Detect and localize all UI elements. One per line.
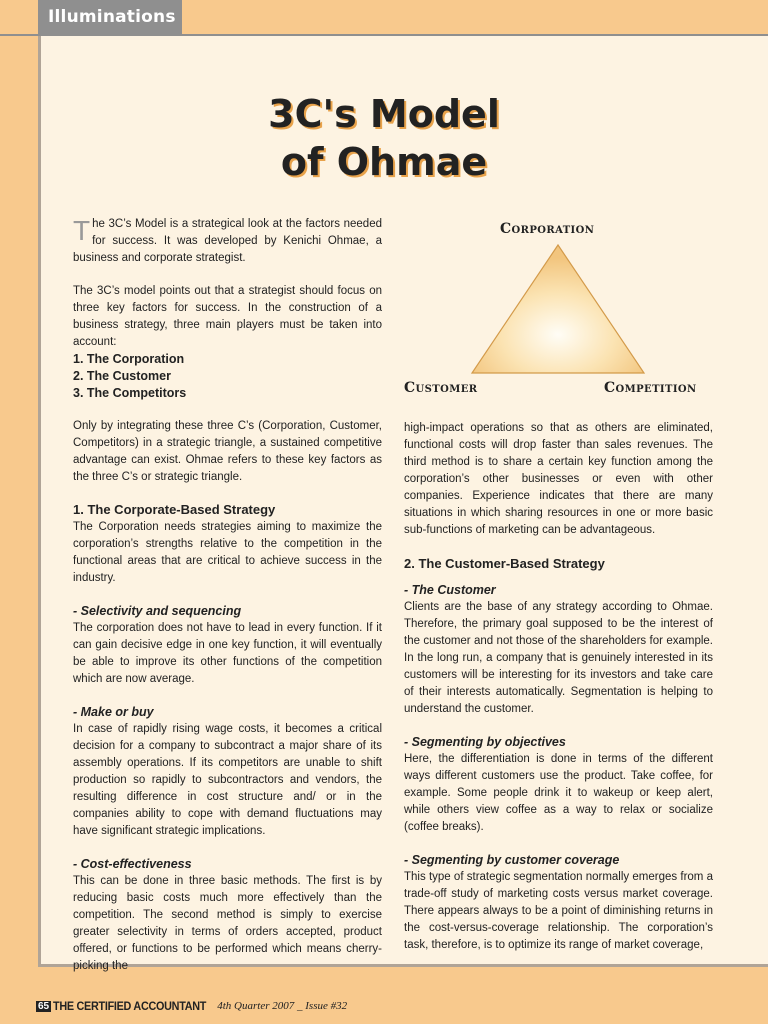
title-line-1: 3C's Model bbox=[268, 92, 500, 136]
triangle-shape bbox=[472, 245, 644, 373]
vertex-label-customer: Customer bbox=[404, 380, 478, 396]
drop-cap: T bbox=[73, 215, 91, 246]
heading-cost-effectiveness: - Cost-effectiveness bbox=[73, 857, 192, 871]
heading-customer-strategy: 2. The Customer-Based Strategy bbox=[404, 556, 605, 571]
heading-the-customer: - The Customer bbox=[404, 583, 496, 597]
page-number: 65 bbox=[38, 1000, 50, 1012]
right-column bbox=[404, 420, 713, 954]
paragraph-make-or-buy: In case of rapidly rising wage costs, it becomes a critical decision for a company to subcontract a major share of its assembly operations. If its competitors are unable to shift production so rapidly to subcontractors and vendors, the resulting difference in cost structure and/ or in the companies ability to cope with demand fluctuations may have significant strategic implications. bbox=[73, 723, 382, 837]
strategic-triangle bbox=[400, 215, 720, 405]
section-label: Illuminations bbox=[48, 7, 176, 27]
paragraph-the-customer: Clients are the base of any strategy according to Ohmae. Therefore, the primary goal supposed to be the interest of the customer and not those of the shareholders for example. In the long run, a company that is genuinely interested in its customers will be interesting for its investors and take care of their interests automatically. Segmentation is helping to understand the customer. bbox=[404, 601, 713, 715]
paragraph-cost-effectiveness: This can be done in three basic methods. The first is by reducing basic costs much more effectively than the competition. The second method is simply to exercise greater selectivity in terms of orders accepted, product offered, or functions to be performed which means cherry-picking the bbox=[73, 875, 382, 972]
heading-make-or-buy: - Make or buy bbox=[73, 705, 154, 719]
intro-text: he 3C’s Model is a strategical look at the factors needed for success. It was developed by Kenichi Ohmae, a business and corporate strategist. bbox=[73, 218, 382, 264]
heading-segmenting-coverage: - Segmenting by customer coverage bbox=[404, 853, 620, 867]
three-c-list bbox=[73, 351, 382, 402]
magazine-name: THE CERTIFIED ACCOUNTANT bbox=[53, 999, 207, 1013]
title-line-2: of Ohmae bbox=[280, 140, 488, 184]
list-item: 3. The Competitors bbox=[73, 386, 187, 400]
paragraph-triangle: Only by integrating these three C’s (Corporation, Customer, Competitors) in a strategic triangle, a sustained competitive advantage can exist. Ohmae refers to these key factors as the three C’s or strategic triangle. bbox=[73, 420, 382, 483]
left-column bbox=[73, 216, 382, 975]
list-item: 1. The Corporation bbox=[73, 352, 185, 366]
paragraph-continued: high-impact operations so that as others are eliminated, functional costs will drop faster than sales revenues. The third method is to share a certain key function among the corporation’s other businesses or even with other companies. Experience indicates that there are many situations in which sharing resources in one or more basic sub-functions of marketing can be advantageous. bbox=[404, 422, 713, 536]
paragraph-selectivity: The corporation does not have to lead in every function. If it can gain decisive edge in one key function, it will eventually be able to improve its other functions of the competition which are now average. bbox=[73, 622, 382, 685]
page-footer bbox=[36, 996, 347, 1016]
vertex-label-competition: Competition bbox=[604, 380, 697, 396]
vertex-label-corporation: Corporation bbox=[500, 221, 595, 237]
paragraph-corporate-strategy: The Corporation needs strategies aiming to maximize the corporation’s strengths relative to the competition in the functional areas that are critical to achieve success in the industry. bbox=[73, 521, 382, 584]
heading-corporate-strategy: 1. The Corporate-Based Strategy bbox=[73, 502, 276, 517]
heading-selectivity: - Selectivity and sequencing bbox=[73, 604, 242, 618]
list-item: 2. The Customer bbox=[73, 369, 171, 383]
three-c-diagram bbox=[400, 215, 720, 405]
article-title bbox=[38, 90, 730, 186]
paragraph-segmenting-objectives: Here, the differentiation is done in terms of the different ways different customers use the product. Take coffee, for example. Some people drink it to wakeup or keep alert, while others view coffee as a way to relax or socialize (coffee breaks). bbox=[404, 753, 713, 833]
section-tab bbox=[38, 0, 182, 34]
paragraph-segmenting-coverage: This type of strategic segmentation normally emerges from a trade-off study of marketing costs versus market coverage. There appears always to be a point of diminishing returns in the cost-versus-coverage relationship. The corporation’s task, therefore, is to optimize its range of market coverage, bbox=[404, 871, 713, 951]
intro-paragraph bbox=[73, 216, 382, 267]
heading-segmenting-objectives: - Segmenting by objectives bbox=[404, 735, 566, 749]
issue-info: 4th Quarter 2007 _ Issue #32 bbox=[217, 1000, 348, 1012]
paragraph-key-factors: The 3C’s model points out that a strategist should focus on three key factors for success. In the construction of a business strategy, three main players must be taken into account: bbox=[73, 285, 382, 348]
